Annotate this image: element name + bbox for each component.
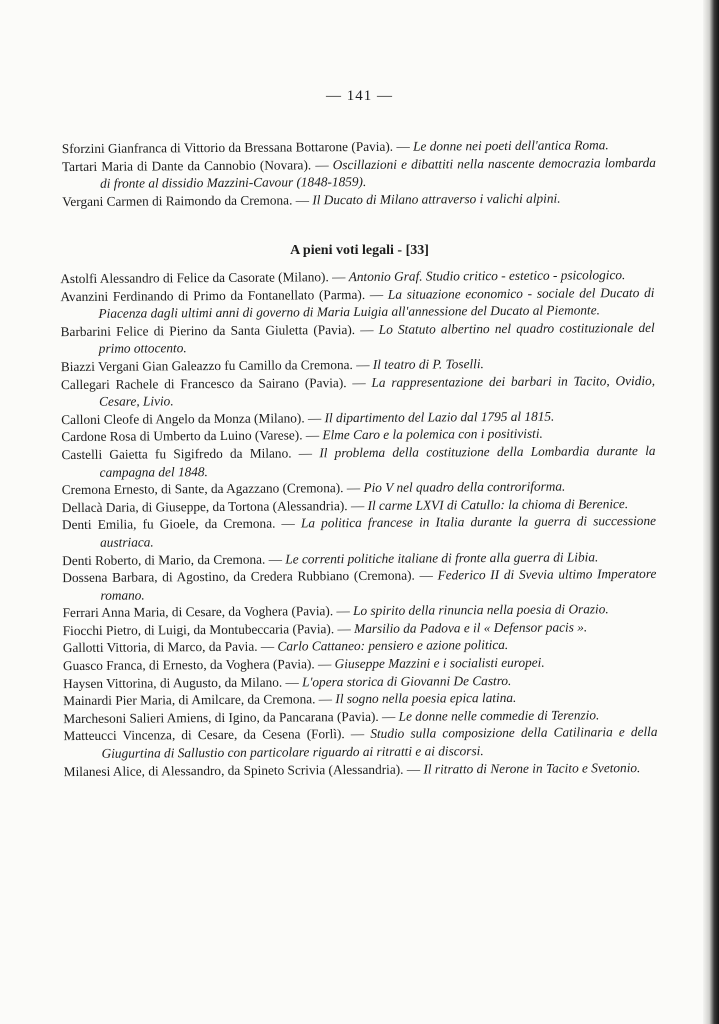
list-item (62, 565, 656, 604)
list-item (63, 723, 657, 762)
entry-author: Avanzini Ferdinando di Primo da Fontanellato (Parma). — (60, 286, 384, 304)
list-item (61, 371, 655, 410)
entry-title: Le donne nelle commedie di Terenzio. (398, 707, 600, 724)
thesis-list (60, 266, 658, 780)
entry-author: Cardone Rosa di Umberto da Luino (Varese). — (61, 427, 320, 445)
entry-author: Matteucci Vincenza, di Cesare, da Cesena (Forlì). — (63, 726, 365, 744)
entry-author: Mainardi Pier Maria, di Amilcare, da Cremona. — (63, 691, 333, 709)
entry-author: Dossena Barbara, di Agostino, da Credera Rubbiano (Cremona). — (62, 567, 433, 586)
entry-title: Federico II di Svevia ultimo Imperatore romano. (100, 566, 657, 603)
page-number: — 141 — (326, 88, 393, 104)
entry-author: Tartari Maria di Dante da Cannobio (Novara). — (61, 156, 329, 174)
entry-title: Il sogno nella poesia epica latina. (335, 690, 517, 707)
section-heading: A pieni voti legali - [33] (290, 243, 429, 258)
list-item (60, 284, 654, 323)
entry-author: Callegari Rachele di Francesco da Sairano (Pavia). — (60, 374, 366, 392)
scan-edge-shadow (703, 0, 719, 1024)
entry-title: Il ritratto di Nerone in Tacito e Svetonio. (423, 759, 641, 777)
entry-title: Marsilio da Padova e il « Defensor pacis ». (354, 619, 588, 636)
entry-title: Il teatro di P. Toselli. (372, 356, 484, 372)
entry-author: Haysen Vittorina, di Augusto, da Milano. — (63, 674, 299, 691)
entry-title: Oscillazioni e dibattiti nella nascente democrazia lombarda di fronte al dissidio Mazzini-Cavour (1848-1859). (100, 154, 656, 191)
entry-author: Sforzini Gianfranca di Vittorio da Bressana Bottarone (Pavia). — (61, 138, 410, 157)
list-item (61, 319, 655, 358)
entry-author: Denti Emilia, fu Gioele, da Cremona. — (61, 515, 295, 533)
entry-author: Castelli Gaietta fu Sigifredo da Milano. — (61, 445, 313, 463)
entry-title: Pio V nel quadro della controriforma. (363, 478, 566, 496)
entry-author: Calloni Cleofe di Angelo da Monza (Milano). — (61, 410, 322, 427)
entry-title: Il Ducato di Milano attraverso i valichi alpini. (312, 190, 561, 208)
entry-title: Il carme LXVI di Catullo: la chioma di Berenice. (367, 495, 629, 513)
entry-author: Gallotti Vittoria, di Marco, da Pavia. — (62, 639, 275, 656)
entry-author: Guasco Franca, di Ernesto, da Voghera (Pavia). — (62, 656, 332, 674)
entry-author: Cremona Ernesto, di Sante, da Agazzano (Cremona). — (61, 480, 361, 498)
list-item (62, 512, 656, 551)
entry-title: Le correnti politiche italiane di fronte alla guerra di Libia. (285, 548, 599, 567)
entry-author: Fiocchi Pietro, di Luigi, da Montubeccaria (Pavia). — (62, 620, 351, 638)
entry-author: Biazzi Vergani Gian Galeazzo fu Camillo da Cremona. — (60, 356, 370, 375)
entry-author: Denti Roberto, di Mario, da Cremona. — (62, 551, 283, 568)
entry-title: La situazione economico - sociale del Ducato di Piacenza dagli ultimi anni di governo di Maria Luigia all'annessione del Ducato al Piemonte. (98, 284, 655, 322)
entry-author: Dellacà Daria, di Giuseppe, da Tortona (Alessandria). — (61, 497, 365, 515)
entry-title: Antonio Graf. Studio critico - estetico - psicologico. (348, 267, 626, 285)
entry-title: Il problema della costituzione della Lombardia durante la campagna del 1848. (99, 442, 656, 480)
list-item (62, 154, 656, 193)
entry-title: Elme Caro e la polemica con i positivisti. (322, 426, 543, 443)
entry-title: Giuseppe Mazzini e i socialisti europei. (334, 654, 545, 672)
entry-author: Barbarini Felice di Pierino da Santa Giuletta (Pavia). — (60, 321, 374, 339)
list-item (64, 759, 658, 781)
entry-title: Le donne nei poeti dell'antica Roma. (412, 137, 609, 154)
entry-title: Lo spirito della rinuncia nella poesia di Orazio. (353, 601, 609, 619)
top-entries (62, 136, 656, 211)
list-item (61, 442, 655, 481)
entry-title: Il dipartimento del Lazio dal 1795 al 1815. (324, 408, 555, 425)
entry-author: Marchesoni Salieri Amiens, di Igino, da Pancarana (Pavia). — (63, 708, 396, 726)
list-item (62, 189, 656, 211)
entry-title: La rappresentazione dei barbari in Tacito, Ovidio, Cesare, Livio. (99, 372, 656, 409)
entry-author: Milanesi Alice, di Alessandro, da Spineto Scrivia (Alessandria). — (63, 761, 421, 779)
entry-title: Carlo Cattaneo: pensiero e azione politica. (277, 637, 509, 655)
entry-title: La politica francese in Italia durante la guerra di successione austriaca. (100, 513, 657, 550)
entry-author: Vergani Carmen di Raimondo da Cremona. — (62, 192, 310, 209)
entry-author: Astolfi Alessandro di Felice da Casorate (Milano). — (60, 269, 346, 287)
entry-title: Lo Statuto albertino nel quadro costituzionale del primo ottocento. (98, 319, 655, 357)
entry-author: Ferrari Anna Maria, di Cesare, da Voghera (Pavia). — (62, 603, 350, 621)
entry-title: Studio sulla composizione della Catilinaria e della Giugurtina di Sallustio con particolare riguardo ai ritratti e ai discorsi. (101, 724, 658, 761)
entry-title: L'opera storica di Giovanni De Castro. (302, 672, 512, 690)
